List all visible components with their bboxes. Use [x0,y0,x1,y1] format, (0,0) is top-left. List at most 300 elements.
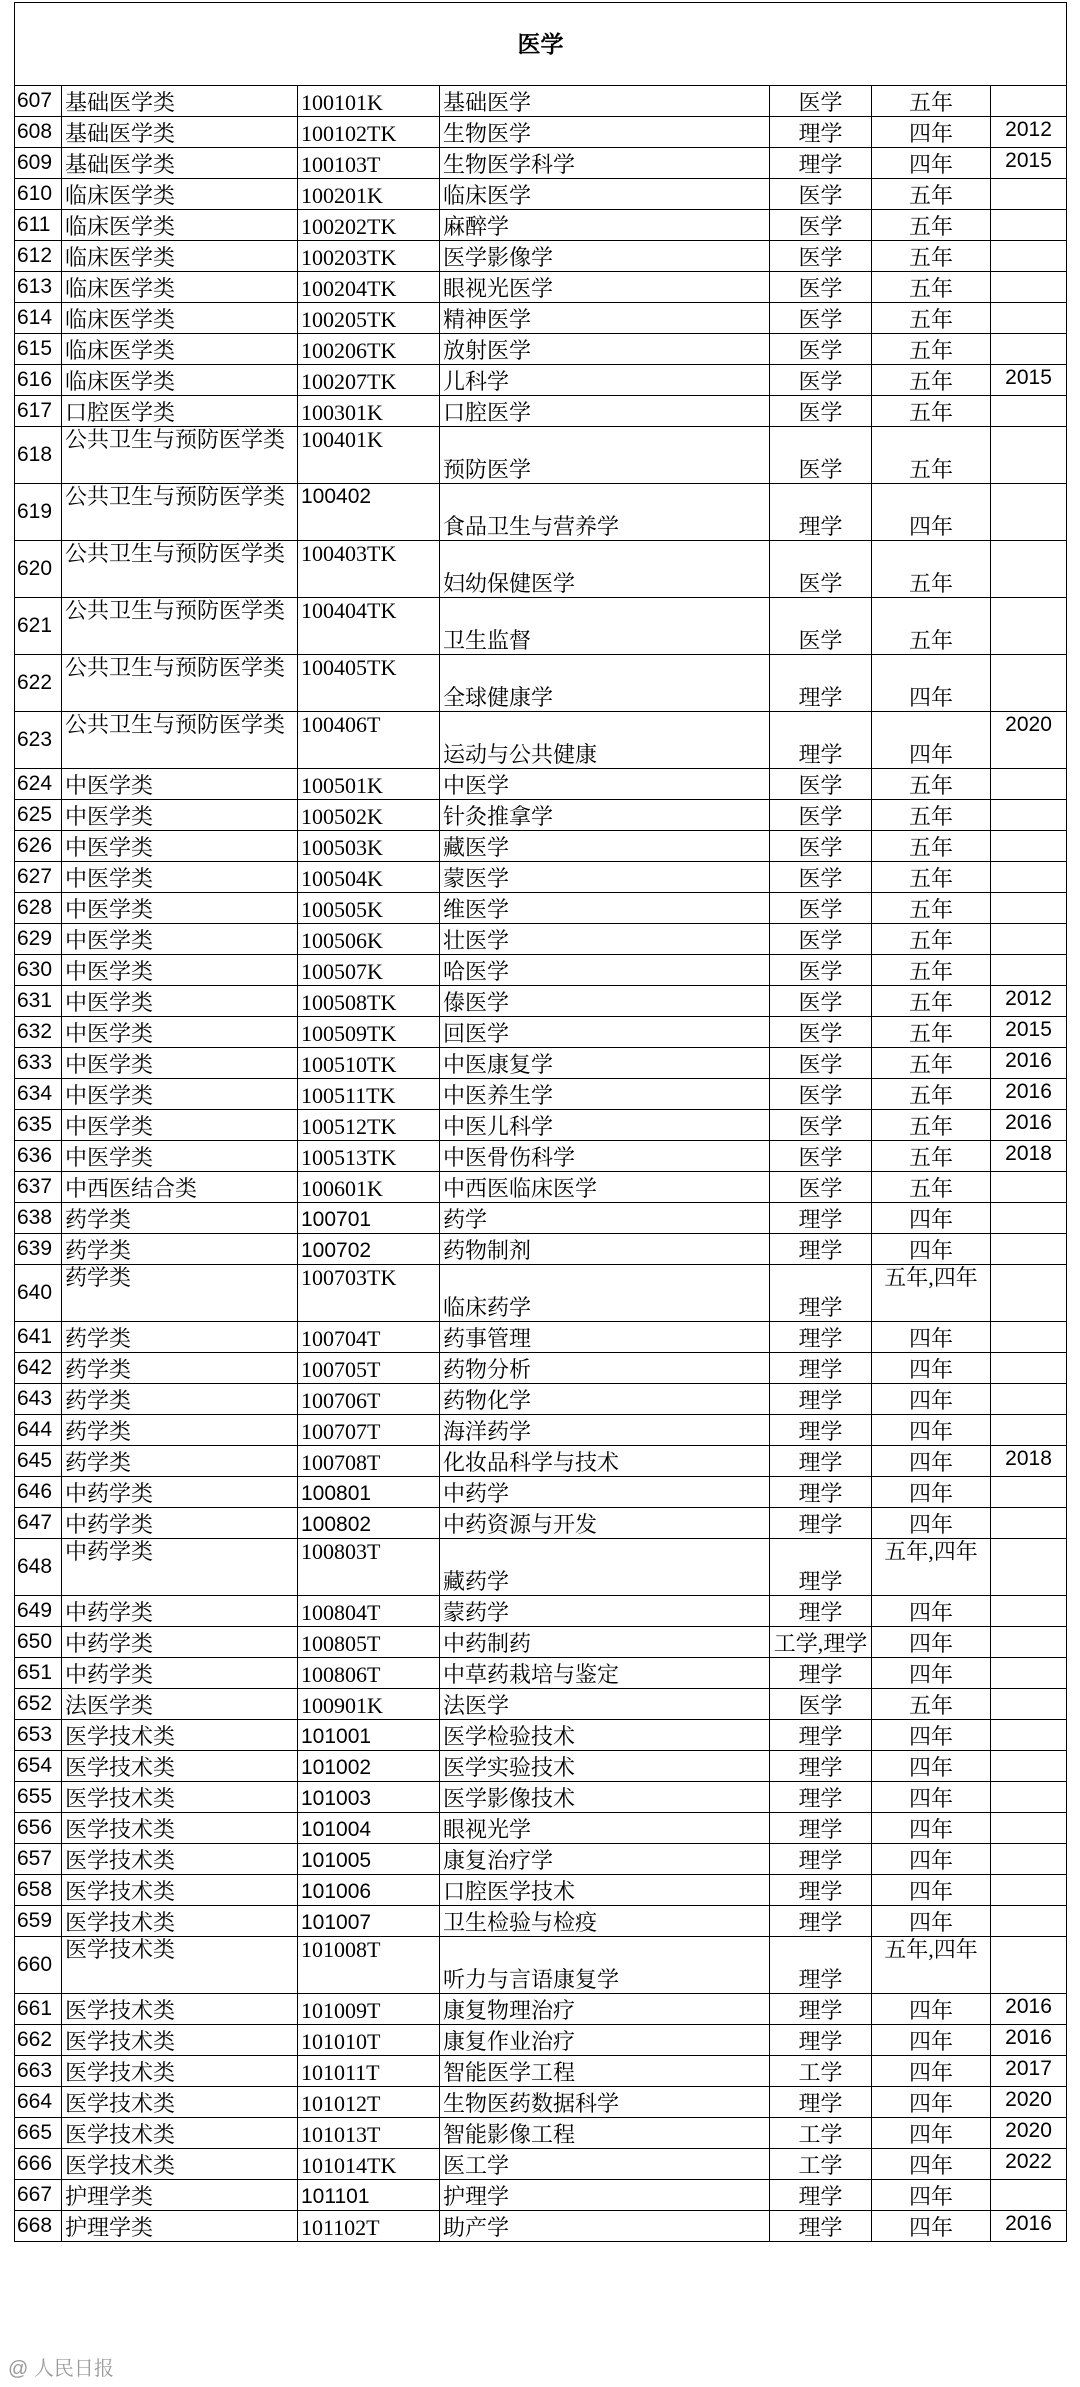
category-cell: 临床医学类 [62,303,298,334]
major-name-cell: 卫生监督 [440,598,770,655]
degree-cell: 医学 [770,924,872,955]
table-row [15,1172,1067,1203]
major-name-cell: 中药制药 [440,1627,770,1658]
major-name-cell: 康复物理治疗 [440,1994,770,2025]
duration-cell: 五年 [872,210,991,241]
table-body [15,3,1067,2242]
major-name-cell: 中医儿科学 [440,1110,770,1141]
category-cell: 医学技术类 [62,2087,298,2118]
major-name-cell: 药物化学 [440,1384,770,1415]
code-cell: 100204TK [298,272,440,303]
table-row [15,148,1067,179]
code-cell: 101001 [298,1720,440,1751]
year-added-cell [991,484,1067,541]
category-cell: 中西医结合类 [62,1172,298,1203]
table-row [15,1384,1067,1415]
duration-cell: 四年 [872,1844,991,1875]
duration-cell: 五年 [872,541,991,598]
year-added-cell: 2016 [991,1994,1067,2025]
code-cell: 100507K [298,955,440,986]
duration-cell: 四年 [872,1322,991,1353]
major-name-cell: 蒙药学 [440,1596,770,1627]
code-cell: 100705T [298,1353,440,1384]
table-row [15,2180,1067,2211]
category-cell: 中医学类 [62,924,298,955]
degree-cell: 医学 [770,986,872,1017]
degree-cell: 理学 [770,1322,872,1353]
code-cell: 101006 [298,1875,440,1906]
table-row [15,1203,1067,1234]
year-added-cell [991,893,1067,924]
code-cell: 100102TK [298,117,440,148]
major-catalog-table [14,2,1067,2242]
table-row [15,2087,1067,2118]
row-number: 637 [15,1172,62,1203]
row-number: 621 [15,598,62,655]
year-added-cell [991,800,1067,831]
table-row [15,2118,1067,2149]
major-name-cell: 助产学 [440,2211,770,2242]
code-cell: 101007 [298,1906,440,1937]
major-name-cell: 哈医学 [440,955,770,986]
major-name-cell: 药物制剂 [440,1234,770,1265]
degree-cell: 医学 [770,241,872,272]
major-name-cell: 临床医学 [440,179,770,210]
major-name-cell: 预防医学 [440,427,770,484]
category-cell: 医学技术类 [62,1782,298,1813]
table-row [15,1782,1067,1813]
year-added-cell [991,924,1067,955]
row-number: 663 [15,2056,62,2087]
row-number: 664 [15,2087,62,2118]
duration-cell: 四年 [872,1994,991,2025]
code-cell: 101008T [298,1937,440,1994]
year-added-cell: 2020 [991,712,1067,769]
major-name-cell: 药事管理 [440,1322,770,1353]
row-number: 662 [15,2025,62,2056]
code-cell: 100706T [298,1384,440,1415]
row-number: 644 [15,1415,62,1446]
category-cell: 中药学类 [62,1596,298,1627]
duration-cell: 五年 [872,241,991,272]
code-cell: 100503K [298,831,440,862]
degree-cell: 医学 [770,955,872,986]
duration-cell: 五年 [872,598,991,655]
major-name-cell: 药物分析 [440,1353,770,1384]
code-cell: 100401K [298,427,440,484]
year-added-cell [991,1322,1067,1353]
duration-cell: 四年 [872,2211,991,2242]
category-cell: 医学技术类 [62,1875,298,1906]
category-cell: 中医学类 [62,769,298,800]
table-row [15,179,1067,210]
table-row [15,1751,1067,1782]
row-number: 612 [15,241,62,272]
degree-cell: 理学 [770,1875,872,1906]
duration-cell: 五年 [872,862,991,893]
code-cell: 100701 [298,1203,440,1234]
row-number: 647 [15,1508,62,1539]
row-number: 623 [15,712,62,769]
category-cell: 临床医学类 [62,179,298,210]
row-number: 641 [15,1322,62,1353]
category-cell: 临床医学类 [62,365,298,396]
row-number: 610 [15,179,62,210]
category-cell: 口腔医学类 [62,396,298,427]
degree-cell: 理学 [770,1906,872,1937]
degree-cell: 理学 [770,2180,872,2211]
row-number: 625 [15,800,62,831]
category-cell: 医学技术类 [62,1994,298,2025]
category-cell: 中医学类 [62,893,298,924]
year-added-cell: 2020 [991,2118,1067,2149]
degree-cell: 医学 [770,800,872,831]
code-cell: 100704T [298,1322,440,1353]
table-row [15,598,1067,655]
duration-cell: 五年 [872,334,991,365]
major-name-cell: 听力与言语康复学 [440,1937,770,1994]
degree-cell: 理学 [770,1415,872,1446]
degree-cell: 医学 [770,427,872,484]
duration-cell: 五年 [872,396,991,427]
row-number: 632 [15,1017,62,1048]
degree-cell: 理学 [770,1353,872,1384]
code-cell: 100510TK [298,1048,440,1079]
table-row [15,862,1067,893]
row-number: 635 [15,1110,62,1141]
category-cell: 临床医学类 [62,334,298,365]
duration-cell: 四年 [872,148,991,179]
code-cell: 100202TK [298,210,440,241]
table-row [15,303,1067,334]
major-name-cell: 麻醉学 [440,210,770,241]
table-row [15,210,1067,241]
duration-cell: 五年 [872,831,991,862]
year-added-cell [991,831,1067,862]
table-row [15,396,1067,427]
code-cell: 100601K [298,1172,440,1203]
table-row [15,1353,1067,1384]
table-row [15,1415,1067,1446]
year-added-cell [991,1813,1067,1844]
major-name-cell: 智能影像工程 [440,2118,770,2149]
duration-cell: 四年 [872,655,991,712]
degree-cell: 理学 [770,1596,872,1627]
year-added-cell [991,1844,1067,1875]
degree-cell: 理学 [770,1446,872,1477]
duration-cell: 四年 [872,1658,991,1689]
year-added-cell [991,1720,1067,1751]
degree-cell: 医学 [770,541,872,598]
degree-cell: 理学 [770,712,872,769]
table-row [15,1627,1067,1658]
degree-cell: 医学 [770,365,872,396]
code-cell: 100501K [298,769,440,800]
row-number: 613 [15,272,62,303]
row-number: 643 [15,1384,62,1415]
degree-cell: 工学 [770,2056,872,2087]
major-name-cell: 回医学 [440,1017,770,1048]
category-cell: 医学技术类 [62,2025,298,2056]
table-row [15,427,1067,484]
row-number: 649 [15,1596,62,1627]
table-row [15,541,1067,598]
row-number: 656 [15,1813,62,1844]
duration-cell: 四年 [872,1508,991,1539]
code-cell: 100402 [298,484,440,541]
duration-cell: 四年 [872,2149,991,2180]
table-row [15,1596,1067,1627]
degree-cell: 理学 [770,2087,872,2118]
table-title: 医学 [15,3,1067,86]
code-cell: 101010T [298,2025,440,2056]
degree-cell: 理学 [770,1782,872,1813]
row-number: 666 [15,2149,62,2180]
major-name-cell: 妇幼保健医学 [440,541,770,598]
year-added-cell [991,1906,1067,1937]
degree-cell: 理学 [770,484,872,541]
table-row [15,831,1067,862]
table-row [15,1508,1067,1539]
degree-cell: 理学 [770,148,872,179]
major-name-cell: 医学检验技术 [440,1720,770,1751]
table-row [15,955,1067,986]
major-name-cell: 儿科学 [440,365,770,396]
category-cell: 护理学类 [62,2180,298,2211]
degree-cell: 理学 [770,1813,872,1844]
category-cell: 临床医学类 [62,241,298,272]
major-name-cell: 生物医药数据科学 [440,2087,770,2118]
major-name-cell: 护理学 [440,2180,770,2211]
code-cell: 100508TK [298,986,440,1017]
major-name-cell: 眼视光医学 [440,272,770,303]
degree-cell: 医学 [770,1172,872,1203]
category-cell: 药学类 [62,1446,298,1477]
table-row [15,655,1067,712]
degree-cell: 医学 [770,1110,872,1141]
year-added-cell: 2015 [991,148,1067,179]
year-added-cell: 2015 [991,365,1067,396]
code-cell: 101005 [298,1844,440,1875]
table-row [15,712,1067,769]
degree-cell: 医学 [770,1017,872,1048]
table-row [15,1079,1067,1110]
category-cell: 医学技术类 [62,2118,298,2149]
row-number: 629 [15,924,62,955]
degree-cell: 医学 [770,893,872,924]
category-cell: 医学技术类 [62,2149,298,2180]
category-cell: 中医学类 [62,800,298,831]
major-name-cell: 化妆品科学与技术 [440,1446,770,1477]
year-added-cell [991,769,1067,800]
category-cell: 法医学类 [62,1689,298,1720]
duration-cell: 五年,四年 [872,1937,991,1994]
row-number: 607 [15,86,62,117]
major-name-cell: 藏药学 [440,1539,770,1596]
degree-cell: 理学 [770,655,872,712]
year-added-cell [991,955,1067,986]
degree-cell: 医学 [770,1079,872,1110]
duration-cell: 五年 [872,769,991,800]
major-name-cell: 中药学 [440,1477,770,1508]
code-cell: 100505K [298,893,440,924]
duration-cell: 四年 [872,2056,991,2087]
code-cell: 101002 [298,1751,440,1782]
major-name-cell: 海洋药学 [440,1415,770,1446]
row-number: 652 [15,1689,62,1720]
code-cell: 100509TK [298,1017,440,1048]
category-cell: 中药学类 [62,1477,298,1508]
year-added-cell [991,1751,1067,1782]
table-row [15,86,1067,117]
row-number: 661 [15,1994,62,2025]
major-name-cell: 运动与公共健康 [440,712,770,769]
degree-cell: 医学 [770,598,872,655]
major-name-cell: 生物医学科学 [440,148,770,179]
year-added-cell [991,1477,1067,1508]
table-row [15,800,1067,831]
year-added-cell: 2022 [991,2149,1067,2180]
year-added-cell: 2015 [991,1017,1067,1048]
major-name-cell: 蒙医学 [440,862,770,893]
table-row [15,893,1067,924]
year-added-cell [991,1265,1067,1322]
code-cell: 101012T [298,2087,440,2118]
table-row [15,1844,1067,1875]
category-cell: 基础医学类 [62,148,298,179]
category-cell: 中医学类 [62,1110,298,1141]
major-name-cell: 卫生检验与检疫 [440,1906,770,1937]
code-cell: 100806T [298,1658,440,1689]
code-cell: 101013T [298,2118,440,2149]
year-added-cell [991,179,1067,210]
year-added-cell [991,598,1067,655]
table-row [15,1141,1067,1172]
major-name-cell: 中草药栽培与鉴定 [440,1658,770,1689]
duration-cell: 五年,四年 [872,1539,991,1596]
degree-cell: 医学 [770,303,872,334]
table-row [15,1937,1067,1994]
table-row [15,272,1067,303]
year-added-cell [991,86,1067,117]
table-row [15,334,1067,365]
row-number: 648 [15,1539,62,1596]
code-cell: 100207TK [298,365,440,396]
duration-cell: 四年 [872,1720,991,1751]
row-number: 631 [15,986,62,1017]
major-name-cell: 口腔医学 [440,396,770,427]
degree-cell: 理学 [770,2025,872,2056]
code-cell: 100406T [298,712,440,769]
year-added-cell [991,334,1067,365]
code-cell: 100405TK [298,655,440,712]
degree-cell: 医学 [770,831,872,862]
major-name-cell: 中药资源与开发 [440,1508,770,1539]
table-row [15,1813,1067,1844]
table-row [15,1017,1067,1048]
row-number: 616 [15,365,62,396]
table-row [15,2025,1067,2056]
degree-cell: 理学 [770,1844,872,1875]
duration-cell: 四年 [872,2025,991,2056]
row-number: 622 [15,655,62,712]
category-cell: 公共卫生与预防医学类 [62,427,298,484]
category-cell: 医学技术类 [62,1844,298,1875]
code-cell: 100901K [298,1689,440,1720]
table-row [15,1048,1067,1079]
degree-cell: 医学 [770,1141,872,1172]
row-number: 665 [15,2118,62,2149]
row-number: 633 [15,1048,62,1079]
code-cell: 101003 [298,1782,440,1813]
year-added-cell [991,1353,1067,1384]
row-number: 615 [15,334,62,365]
category-cell: 医学技术类 [62,1813,298,1844]
year-added-cell [991,1627,1067,1658]
duration-cell: 五年 [872,955,991,986]
row-number: 639 [15,1234,62,1265]
table-row [15,1446,1067,1477]
major-name-cell: 医学影像学 [440,241,770,272]
category-cell: 公共卫生与预防医学类 [62,598,298,655]
degree-cell: 理学 [770,1508,872,1539]
year-added-cell [991,1689,1067,1720]
major-name-cell: 中西医临床医学 [440,1172,770,1203]
major-name-cell: 医工学 [440,2149,770,2180]
duration-cell: 四年 [872,1353,991,1384]
year-added-cell [991,1658,1067,1689]
major-name-cell: 全球健康学 [440,655,770,712]
code-cell: 100803T [298,1539,440,1596]
code-cell: 101009T [298,1994,440,2025]
row-number: 646 [15,1477,62,1508]
duration-cell: 五年 [872,272,991,303]
table-row [15,1110,1067,1141]
code-cell: 101014TK [298,2149,440,2180]
degree-cell: 医学 [770,862,872,893]
duration-cell: 四年 [872,1415,991,1446]
table-row [15,1720,1067,1751]
major-name-cell: 中医骨伤科学 [440,1141,770,1172]
category-cell: 公共卫生与预防医学类 [62,712,298,769]
category-cell: 护理学类 [62,2211,298,2242]
category-cell: 中医学类 [62,1017,298,1048]
duration-cell: 四年 [872,1813,991,1844]
duration-cell: 五年 [872,1172,991,1203]
major-name-cell: 壮医学 [440,924,770,955]
category-cell: 中药学类 [62,1539,298,1596]
year-added-cell [991,1203,1067,1234]
year-added-cell: 2017 [991,2056,1067,2087]
category-cell: 药学类 [62,1415,298,1446]
category-cell: 基础医学类 [62,117,298,148]
category-cell: 公共卫生与预防医学类 [62,484,298,541]
degree-cell: 医学 [770,769,872,800]
code-cell: 100103T [298,148,440,179]
code-cell: 101004 [298,1813,440,1844]
duration-cell: 四年 [872,1596,991,1627]
category-cell: 医学技术类 [62,2056,298,2087]
table-row [15,2056,1067,2087]
row-number: 658 [15,1875,62,1906]
duration-cell: 四年 [872,1627,991,1658]
code-cell: 100511TK [298,1079,440,1110]
code-cell: 101011T [298,2056,440,2087]
year-added-cell [991,1415,1067,1446]
code-cell: 100707T [298,1415,440,1446]
row-number: 659 [15,1906,62,1937]
duration-cell: 五年 [872,1141,991,1172]
